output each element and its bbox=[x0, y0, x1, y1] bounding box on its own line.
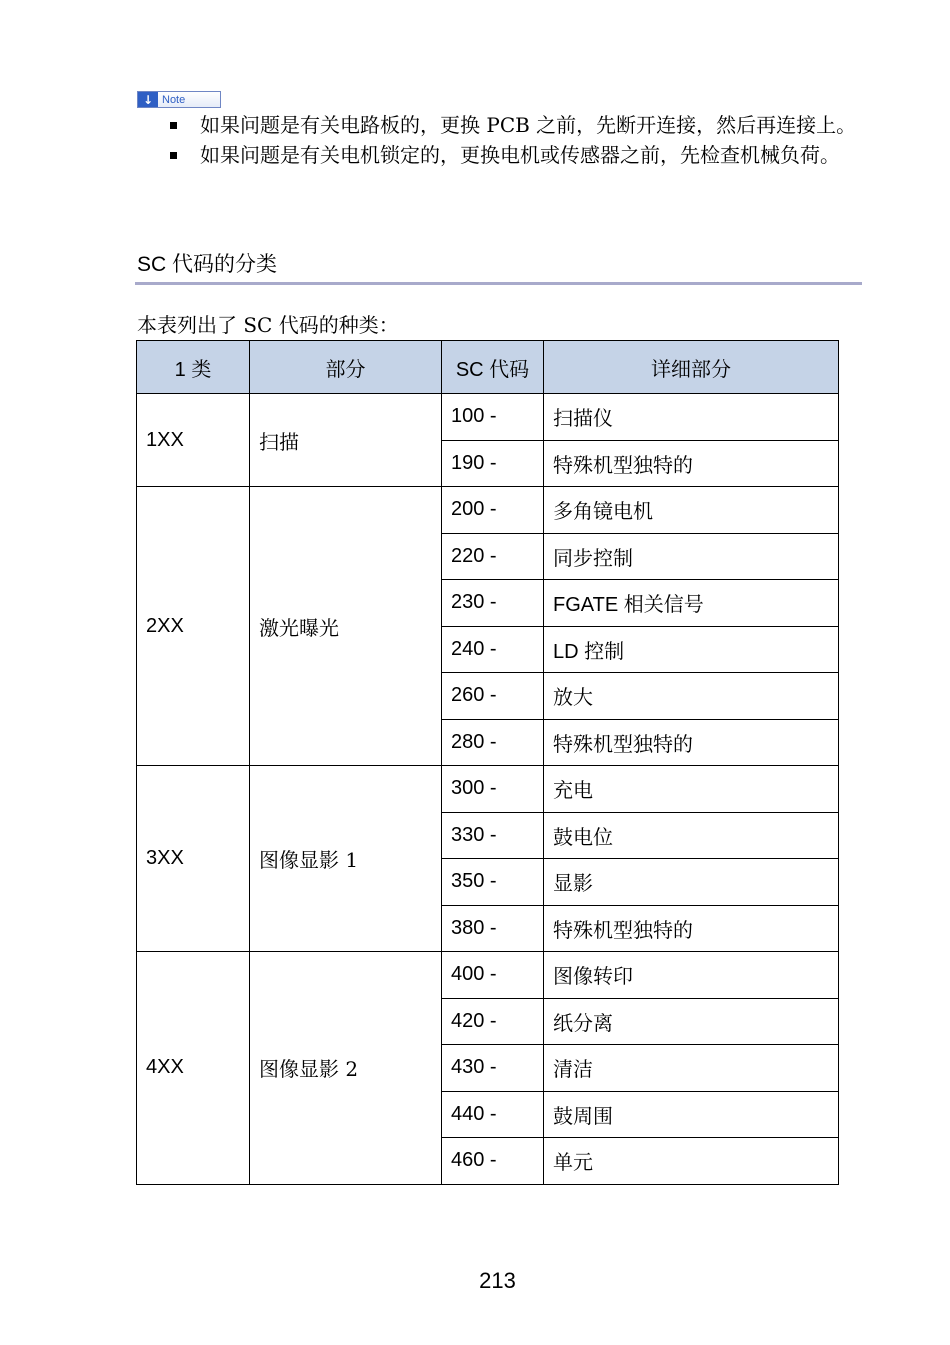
detail-cell: 图像转印 bbox=[544, 952, 839, 999]
detail-cell: 放大 bbox=[544, 673, 839, 720]
header-sc-code: SC 代码 bbox=[442, 341, 544, 394]
code-cell: 190 - bbox=[442, 440, 544, 487]
code-cell: 260 - bbox=[442, 673, 544, 720]
part-cell: 扫描 bbox=[250, 394, 442, 487]
detail-cell: 特殊机型独特的 bbox=[544, 905, 839, 952]
detail-cell: LD 控制 bbox=[544, 626, 839, 673]
detail-cell: 扫描仪 bbox=[544, 394, 839, 441]
code-cell: 420 - bbox=[442, 998, 544, 1045]
note-badge bbox=[137, 91, 221, 108]
code-cell: 460 - bbox=[442, 1138, 544, 1185]
code-cell: 100 - bbox=[442, 394, 544, 441]
category-cell: 4XX bbox=[137, 952, 250, 1185]
code-cell: 440 - bbox=[442, 1091, 544, 1138]
code-cell: 330 - bbox=[442, 812, 544, 859]
code-cell: 300 - bbox=[442, 766, 544, 813]
detail-cell: 清洁 bbox=[544, 1045, 839, 1092]
category-cell: 1XX bbox=[137, 394, 250, 487]
part-cell: 激光曝光 bbox=[250, 487, 442, 766]
bullet-square-icon bbox=[170, 122, 177, 129]
part-cell: 图像显影 2 bbox=[250, 952, 442, 1185]
bullet-text: 如果问题是有关电机锁定的，更换电机或传感器之前，先检查机械负荷。 bbox=[200, 143, 840, 167]
table-row bbox=[137, 766, 839, 813]
bullet-text: 如果问题是有关电路板的，更换 PCB 之前，先断开连接，然后再连接上。 bbox=[200, 113, 857, 137]
page-number: 213 bbox=[479, 1268, 516, 1293]
down-arrow-icon: ↓ bbox=[138, 92, 158, 107]
note-bullet-item bbox=[168, 110, 868, 140]
sc-code-table bbox=[136, 340, 839, 1185]
code-cell: 230 - bbox=[442, 580, 544, 627]
code-cell: 220 - bbox=[442, 533, 544, 580]
detail-cell: 特殊机型独特的 bbox=[544, 440, 839, 487]
note-bullet-list bbox=[168, 110, 868, 170]
table-row bbox=[137, 952, 839, 999]
section-divider bbox=[135, 282, 862, 285]
header-category: 1 类 bbox=[137, 341, 250, 394]
header-part: 部分 bbox=[250, 341, 442, 394]
table-header-row bbox=[137, 341, 839, 394]
detail-cell: 鼓电位 bbox=[544, 812, 839, 859]
code-cell: 240 - bbox=[442, 626, 544, 673]
code-cell: 280 - bbox=[442, 719, 544, 766]
bullet-square-icon bbox=[170, 152, 177, 159]
category-cell: 3XX bbox=[137, 766, 250, 952]
code-cell: 400 - bbox=[442, 952, 544, 999]
detail-cell: 单元 bbox=[544, 1138, 839, 1185]
note-bullet-item bbox=[168, 140, 868, 170]
category-cell: 2XX bbox=[137, 487, 250, 766]
table-row bbox=[137, 394, 839, 441]
note-label: Note bbox=[162, 93, 186, 106]
intro-text: 本表列出了 SC 代码的种类： bbox=[137, 313, 399, 337]
header-detail: 详细部分 bbox=[544, 341, 839, 394]
table-row bbox=[137, 487, 839, 534]
detail-cell: 特殊机型独特的 bbox=[544, 719, 839, 766]
code-cell: 200 - bbox=[442, 487, 544, 534]
part-cell: 图像显影 1 bbox=[250, 766, 442, 952]
detail-cell: 多角镜电机 bbox=[544, 487, 839, 534]
detail-cell: 同步控制 bbox=[544, 533, 839, 580]
section-title: SC 代码的分类 bbox=[137, 253, 278, 276]
detail-cell: FGATE 相关信号 bbox=[544, 580, 839, 627]
code-cell: 430 - bbox=[442, 1045, 544, 1092]
code-cell: 350 - bbox=[442, 859, 544, 906]
code-cell: 380 - bbox=[442, 905, 544, 952]
detail-cell: 显影 bbox=[544, 859, 839, 906]
detail-cell: 鼓周围 bbox=[544, 1091, 839, 1138]
detail-cell: 充电 bbox=[544, 766, 839, 813]
detail-cell: 纸分离 bbox=[544, 998, 839, 1045]
